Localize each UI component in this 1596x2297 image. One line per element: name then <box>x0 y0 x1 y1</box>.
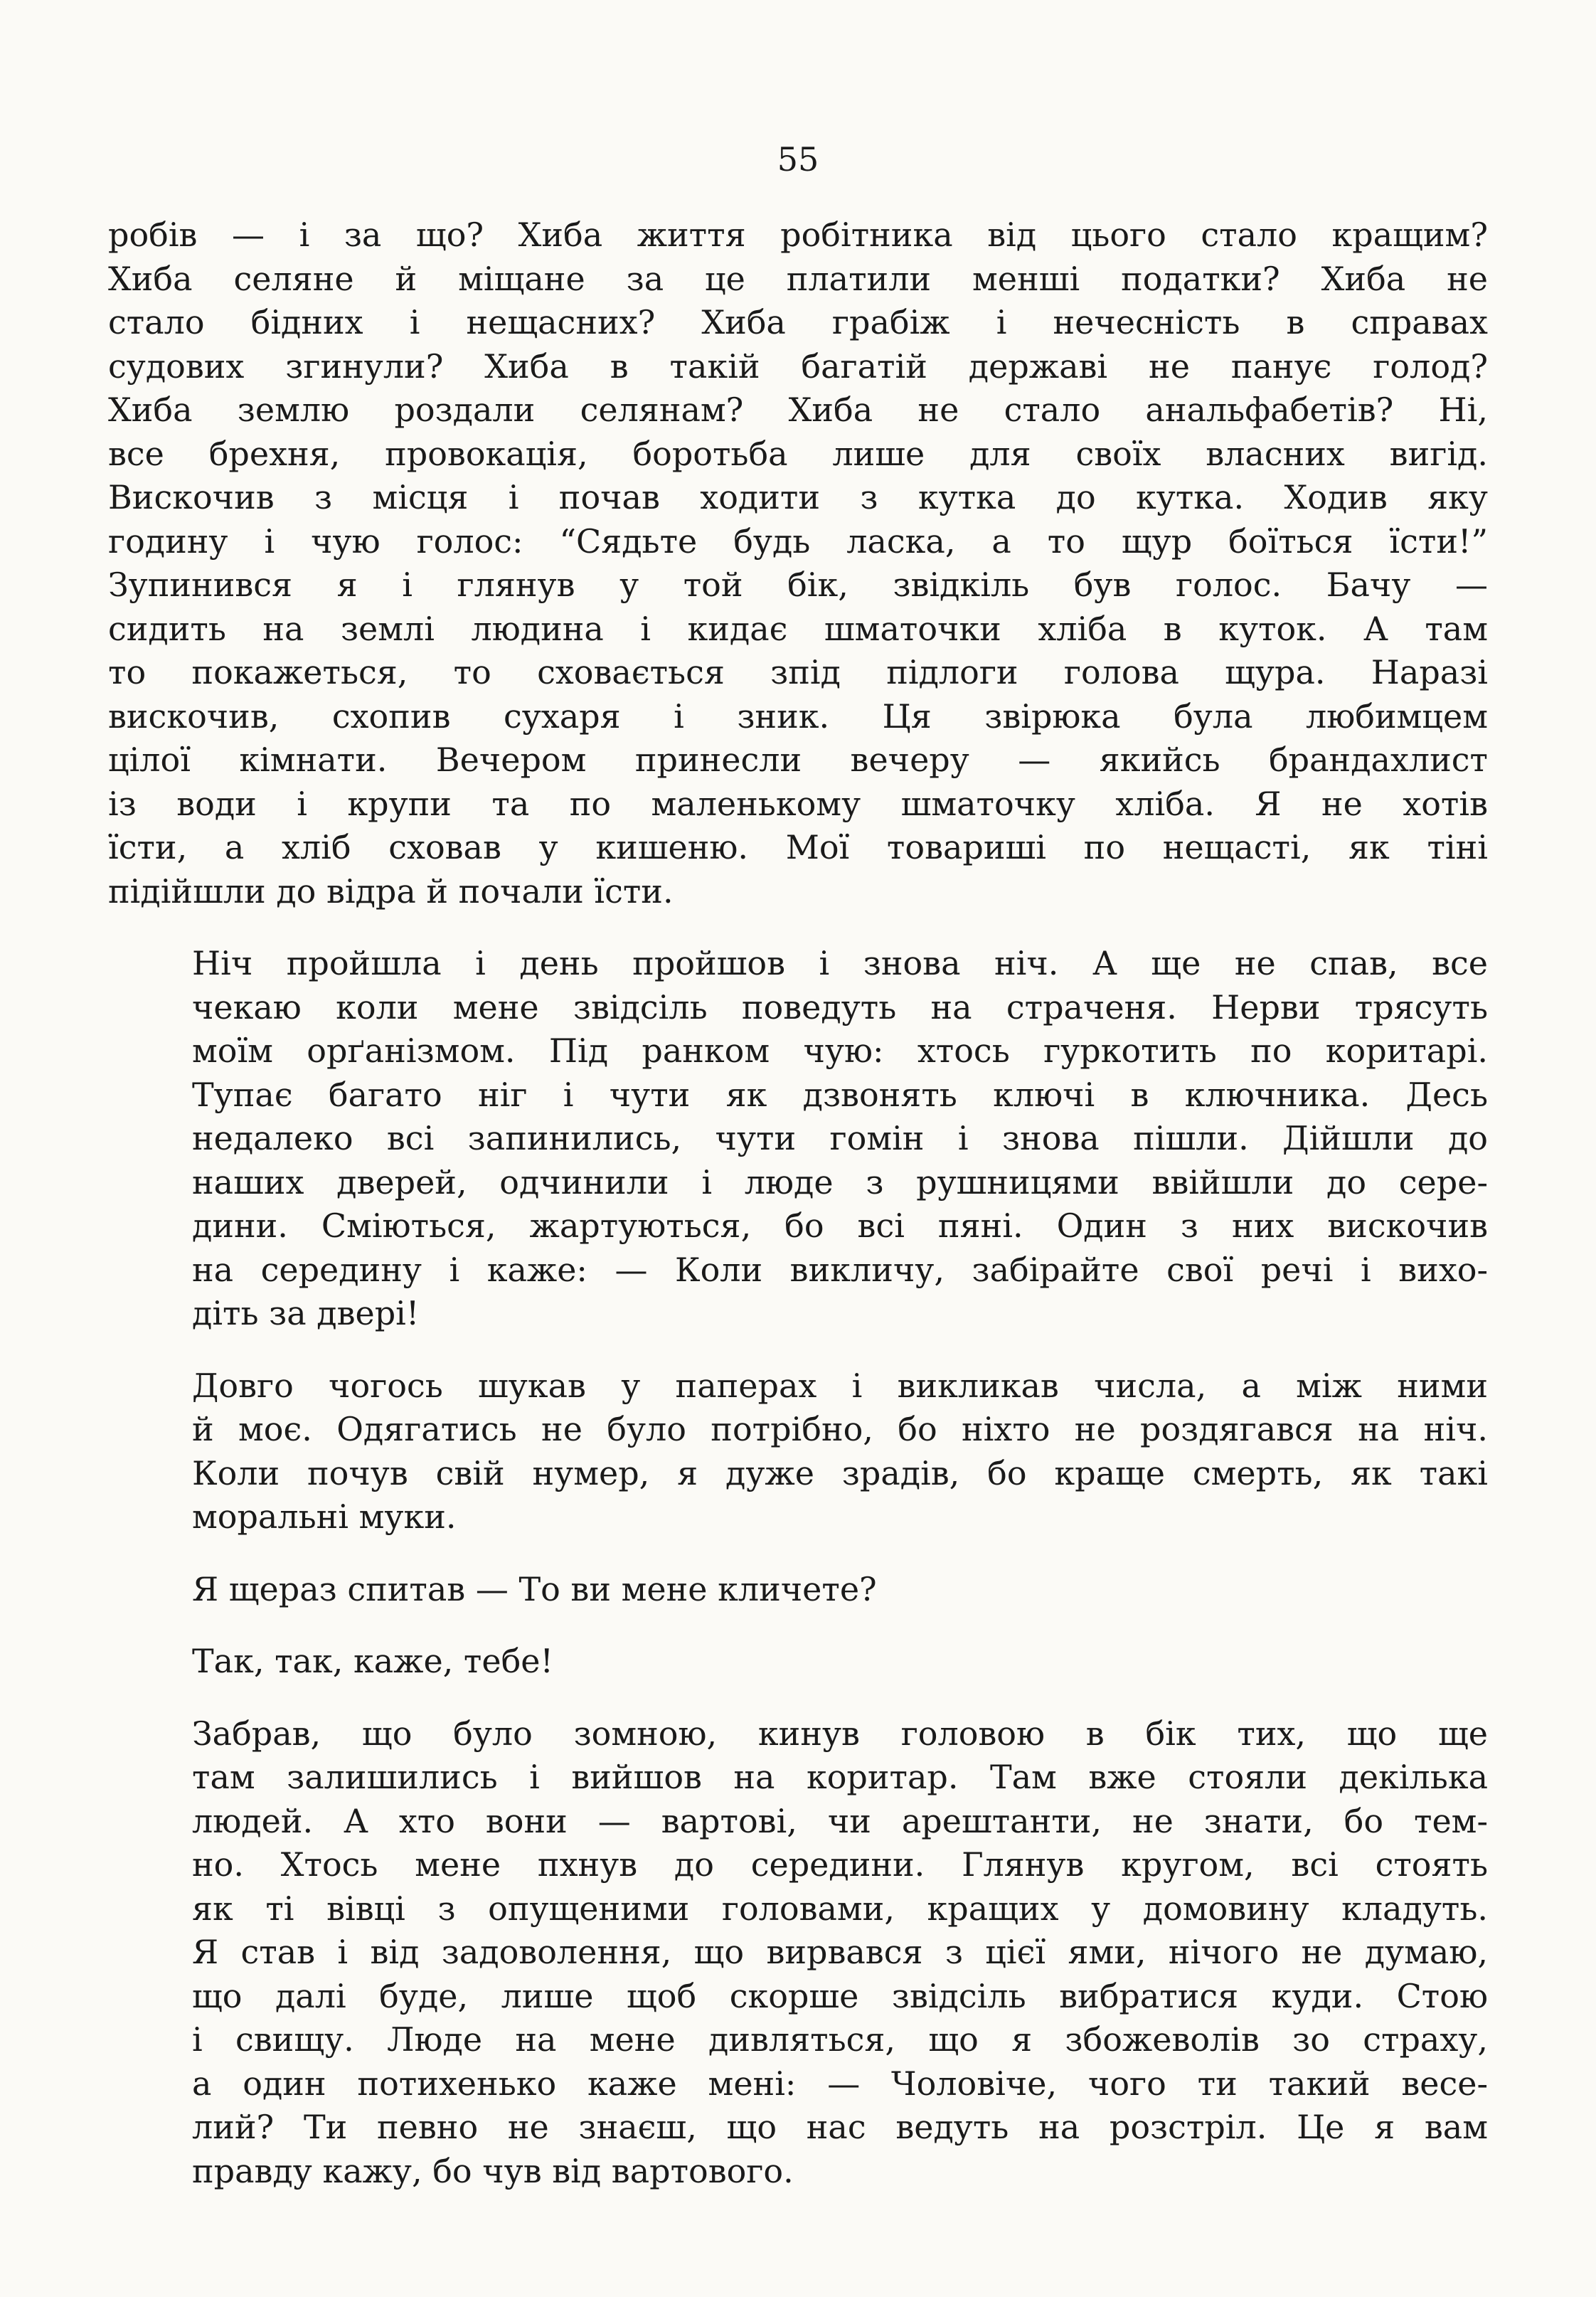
text-line: моїм орґанізмом. Під ранком чую: хтось гуркотить по коритарі. <box>192 1031 1488 1070</box>
paragraph <box>108 1640 1488 1684</box>
book-page <box>108 0 1488 2297</box>
text-line: Ніч пройшла і день пройшов і знова ніч. А ще не спав, все <box>192 944 1488 982</box>
text-line: й моє. Одягатись не було потрібно, бо ніхто не роздягався на ніч. <box>192 1410 1488 1448</box>
page-body <box>108 213 1488 2193</box>
text-line: но. Хтось мене пхнув до середини. Глянув кругом, всі стоять <box>192 1845 1488 1884</box>
paragraph <box>108 1712 1488 2194</box>
text-line: Коли почув свій нумер, я дуже зрадів, бо краще смерть, як такі <box>192 1453 1488 1492</box>
text-line: наших дверей, одчинили і люде з рушницями ввійшли до сере- <box>192 1162 1488 1201</box>
text-line: Забрав, що було зомною, кинув головою в бік тих, що ще <box>192 1714 1488 1753</box>
text-line: вискочив, схопив сухаря і зник. Ця звірюка була любимцем <box>108 696 1488 736</box>
text-line: Вискочив з місця і почав ходити з кутка до кутка. Ходив яку <box>108 478 1488 516</box>
text-line: діть за двері! <box>192 1294 420 1332</box>
paragraph <box>108 1568 1488 1612</box>
text-line: все брехня, провокація, боротьба лише для своїх власних вигід. <box>108 434 1488 473</box>
paragraph <box>108 1364 1488 1539</box>
text-line: Довго чогось шукав у паперах і викликав числа, а між ними <box>192 1366 1488 1405</box>
text-line: підійшли до відра й почали їсти. <box>108 871 674 911</box>
text-line: лий? Ти певно не знаєш, що нас ведуть на розстріл. Це я вам <box>192 2108 1488 2146</box>
text-line: годину і чую голос: “Сядьте будь ласка, а то щур боїться їсти!” <box>108 521 1488 561</box>
text-line: а один потихенько каже мені: — Чоловіче, чого ти такий весе- <box>192 2064 1488 2103</box>
text-line: сидить на землі людина і кидає шматочки хліба в куток. А там <box>108 609 1488 648</box>
text-line: Тупає багато ніг і чути як дзвонять ключі в ключника. Десь <box>192 1075 1488 1114</box>
paragraph <box>108 213 1488 913</box>
text-line: на середину і каже: — Коли викличу, забірайте свої речі і вихо- <box>192 1250 1488 1289</box>
text-line: як ті вівці з опущеними головами, кращих у домовину кладуть. <box>192 1889 1488 1928</box>
text-line: там залишились і вийшов на коритар. Там вже стояли декілька <box>192 1758 1488 1796</box>
text-line: і свищу. Люде на мене дивляться, що я збожеволів зо страху, <box>192 2020 1488 2059</box>
page-number: 55 <box>777 140 819 179</box>
text-line: стало бідних і нещасних? Хиба грабіж і нечесність в справах <box>108 303 1488 341</box>
text-line: моральні муки. <box>192 1497 457 1536</box>
text-line: робів — і за що? Хиба життя робітника від цього стало кращим? <box>108 216 1488 254</box>
text-line: Хиба землю роздали селянам? Хиба не стало анальфабетів? Ні, <box>108 391 1488 429</box>
text-line: недалеко всі запинились, чути гомін і знова пішли. Дійшли до <box>192 1119 1488 1157</box>
text-line: Зупинився я і глянув у той бік, звідкіль був голос. Бачу — <box>108 566 1488 604</box>
text-line: дини. Сміються, жартуються, бо всі пяні. Один з них вискочив <box>192 1206 1488 1245</box>
text-line: людей. А хто вони — вартові, чи арештанти, не знати, бо тем- <box>192 1801 1488 1840</box>
text-line: судових згинули? Хиба в такій багатій державі не панує голод? <box>108 346 1488 386</box>
text-line: їсти, а хліб сховав у кишеню. Мої товариші по нещасті, як тіні <box>108 828 1488 866</box>
text-line: Я щераз спитав — То ви мене кличете? <box>192 1569 877 1608</box>
text-line: із води і крупи та по маленькому шматочку хліба. Я не хотів <box>108 784 1488 823</box>
text-line: що далі буде, лише щоб скорше звідсіль вибратися куди. Стою <box>192 1976 1488 2015</box>
text-line: Я став і від задоволення, що вирвався з цієї ями, нічого не думаю, <box>192 1933 1488 1971</box>
text-line: то покажеться, то сховається зпід підлоги голова щура. Наразі <box>108 653 1488 691</box>
text-line: правду кажу, бо чув від вартового. <box>192 2151 794 2190</box>
text-line: Хиба селяне й міщане за це платили менші податки? Хиба не <box>108 259 1488 298</box>
text-line: Так, так, каже, тебе! <box>192 1642 553 1680</box>
text-line: чекаю коли мене звідсіль поведуть на страченя. Нерви трясуть <box>192 987 1488 1027</box>
text-line: цілої кімнати. Вечером принесли вечеру — якийсь брандахлист <box>108 741 1488 779</box>
paragraph <box>108 942 1488 1336</box>
